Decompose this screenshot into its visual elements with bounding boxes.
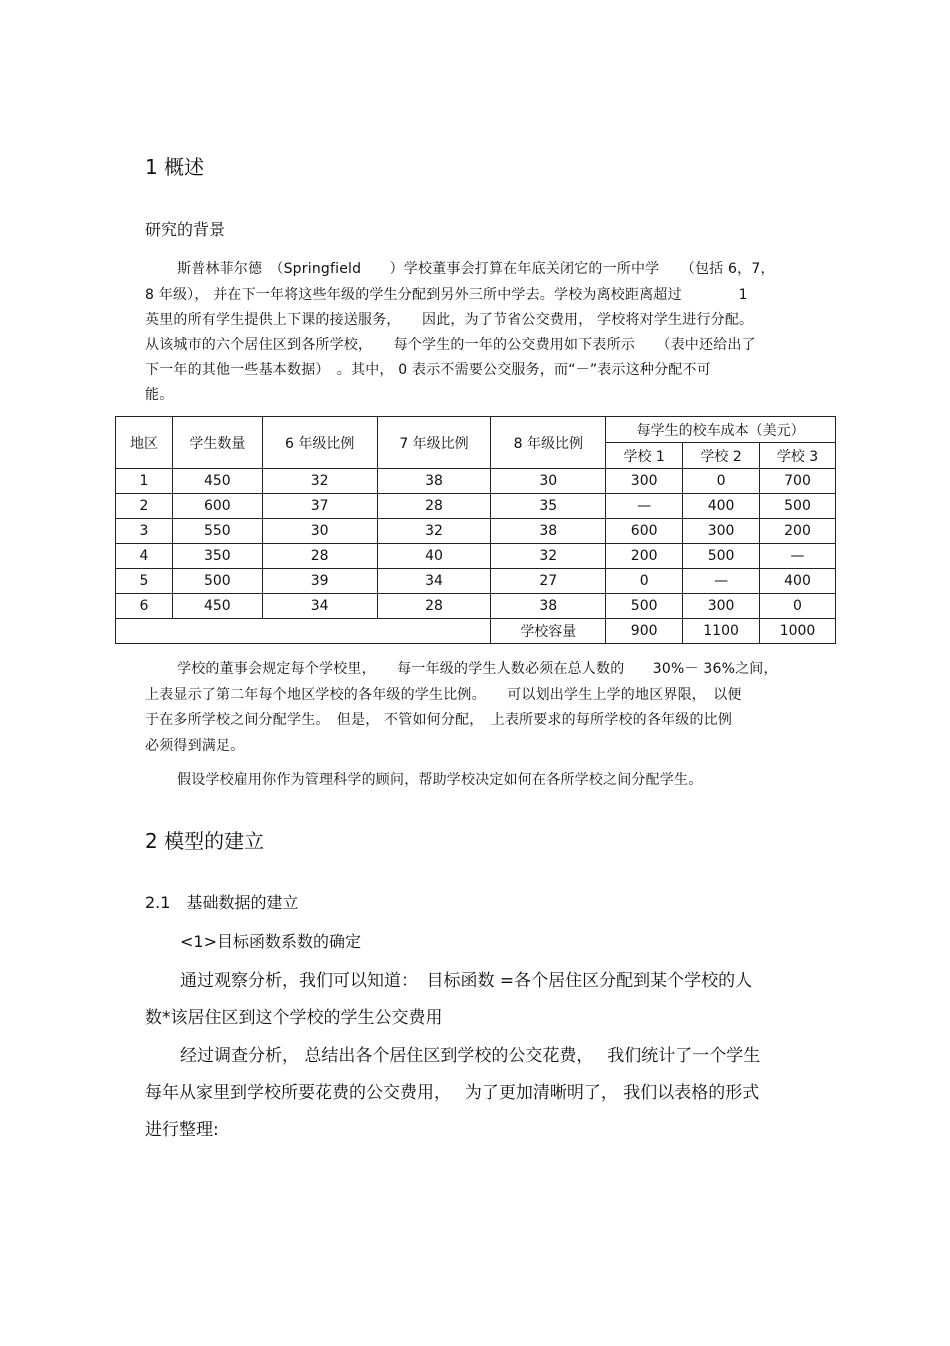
cell-school3: 200 <box>760 519 836 544</box>
cell-grade7: 38 <box>377 469 491 494</box>
model-line-2: 数*该居住区到这个学校的学生公交费用 <box>145 1008 443 1028</box>
intro-line-3: 英里的所有学生提供上下课的接送服务， 因此，为了节省公交费用， 学校将对学生进行分配。 <box>145 312 754 328</box>
cell-grade6: 32 <box>262 469 377 494</box>
intro-line-6: 能。 <box>145 387 174 403</box>
cell-school1: — <box>606 494 683 519</box>
section-1-title: 1 概述 <box>145 155 205 179</box>
capacity-school1: 900 <box>606 619 683 644</box>
cell-school3: 700 <box>760 469 836 494</box>
cell-grade8: 27 <box>491 569 606 594</box>
model-line-3: 经过调查分析， 总结出各个居住区到学校的公交花费， 我们统计了一个学生 <box>180 1046 761 1066</box>
cell-school2: 0 <box>683 469 760 494</box>
cell-school1: 300 <box>606 469 683 494</box>
rule-line-2: 上表显示了第二年每个地区学校的各年级的学生比例。 可以划出学生上学的地区界限， 以便 <box>145 687 742 703</box>
capacity-school2: 1100 <box>683 619 760 644</box>
cell-school3: 400 <box>760 569 836 594</box>
intro-line-1: 斯普林菲尔德 （Springfield ）学校董事会打算在年底关闭它的一所中学 （包括 6，7， <box>177 261 775 277</box>
table-row <box>116 494 836 519</box>
cell-students: 450 <box>172 594 262 619</box>
header-school2: 学校 2 <box>683 443 760 469</box>
cell-district: 3 <box>116 519 173 544</box>
objective-heading: <1>目标函数系数的确定 <box>180 932 361 951</box>
table-row <box>116 469 836 494</box>
rule-line-4: 必须得到满足。 <box>145 738 245 754</box>
cell-grade7: 40 <box>377 544 491 569</box>
cell-grade6: 28 <box>262 544 377 569</box>
bus-cost-table <box>115 416 836 644</box>
cell-school2: — <box>683 569 760 594</box>
cell-students: 500 <box>172 569 262 594</box>
section-1-subtitle: 研究的背景 <box>145 220 226 239</box>
cell-grade8: 32 <box>491 544 606 569</box>
intro-line-2: 8 年级）， 并在下一年将这些年级的学生分配到另外三所中学去。学校为离校距离超过 1 <box>145 287 748 303</box>
capacity-label: 学校容量 <box>491 619 606 644</box>
cell-grade6: 39 <box>262 569 377 594</box>
table-row <box>116 569 836 594</box>
cell-students: 600 <box>172 494 262 519</box>
cell-grade8: 30 <box>491 469 606 494</box>
cell-school1: 0 <box>606 569 683 594</box>
cell-students: 350 <box>172 544 262 569</box>
cell-grade6: 30 <box>262 519 377 544</box>
capacity-school3: 1000 <box>760 619 836 644</box>
cell-school3: — <box>760 544 836 569</box>
cell-school3: 0 <box>760 594 836 619</box>
cell-school1: 200 <box>606 544 683 569</box>
section-2-title: 2 模型的建立 <box>145 829 265 853</box>
cell-grade8: 35 <box>491 494 606 519</box>
intro-line-4: 从该城市的六个居住区到各所学校， 每个学生的一年的公交费用如下表所示 （表中还给出了 <box>145 337 756 353</box>
model-line-1: 通过观察分析，我们可以知道： 目标函数 =各个居住区分配到某个学校的人 <box>180 971 753 991</box>
rule-line-3: 于在多所学校之间分配学生。 但是， 不管如何分配， 上表所要求的每所学校的各年级的比例 <box>145 712 733 728</box>
header-grade7: 7 年级比例 <box>377 417 491 469</box>
header-grade6: 6 年级比例 <box>262 417 377 469</box>
cell-grade7: 28 <box>377 494 491 519</box>
cell-school2: 300 <box>683 594 760 619</box>
cell-grade7: 28 <box>377 594 491 619</box>
cell-district: 2 <box>116 494 173 519</box>
cell-district: 1 <box>116 469 173 494</box>
rule-line-1: 学校的董事会规定每个学校里， 每一年级的学生人数必须在总人数的 30%－ 36%之间， <box>177 661 778 677</box>
table-row <box>116 519 836 544</box>
capacity-row <box>116 619 836 644</box>
cell-grade8: 38 <box>491 519 606 544</box>
intro-line-5: 下一年的其他一些基本数据） 。其中， 0 表示不需要公交服务，而“－”表示这种分配不可 <box>145 362 711 378</box>
cell-grade6: 37 <box>262 494 377 519</box>
cell-district: 4 <box>116 544 173 569</box>
header-grade8: 8 年级比例 <box>491 417 606 469</box>
section-2-1-heading: 2.1 基础数据的建立 <box>145 893 299 912</box>
header-students: 学生数量 <box>172 417 262 469</box>
model-line-4: 每年从家里到学校所要花费的公交费用， 为了更加清晰明了， 我们以表格的形式 <box>145 1083 760 1103</box>
consultant-paragraph: 假设学校雇用你作为管理科学的顾问，帮助学校决定如何在各所学校之间分配学生。 <box>177 772 703 788</box>
cell-students: 550 <box>172 519 262 544</box>
cell-students: 450 <box>172 469 262 494</box>
cell-grade7: 34 <box>377 569 491 594</box>
cell-school1: 500 <box>606 594 683 619</box>
header-cost-group: 每学生的校车成本（美元） <box>606 417 836 443</box>
header-district: 地区 <box>116 417 173 469</box>
table-row <box>116 544 836 569</box>
cell-school2: 300 <box>683 519 760 544</box>
cell-grade8: 38 <box>491 594 606 619</box>
cell-grade6: 34 <box>262 594 377 619</box>
cell-district: 5 <box>116 569 173 594</box>
cell-district: 6 <box>116 594 173 619</box>
model-line-5: 进行整理: <box>145 1120 219 1140</box>
cell-grade7: 32 <box>377 519 491 544</box>
cell-school3: 500 <box>760 494 836 519</box>
cell-school2: 400 <box>683 494 760 519</box>
capacity-empty-cell <box>116 619 491 644</box>
table-row <box>116 594 836 619</box>
cell-school1: 600 <box>606 519 683 544</box>
cell-school2: 500 <box>683 544 760 569</box>
header-school1: 学校 1 <box>606 443 683 469</box>
header-school3: 学校 3 <box>760 443 836 469</box>
